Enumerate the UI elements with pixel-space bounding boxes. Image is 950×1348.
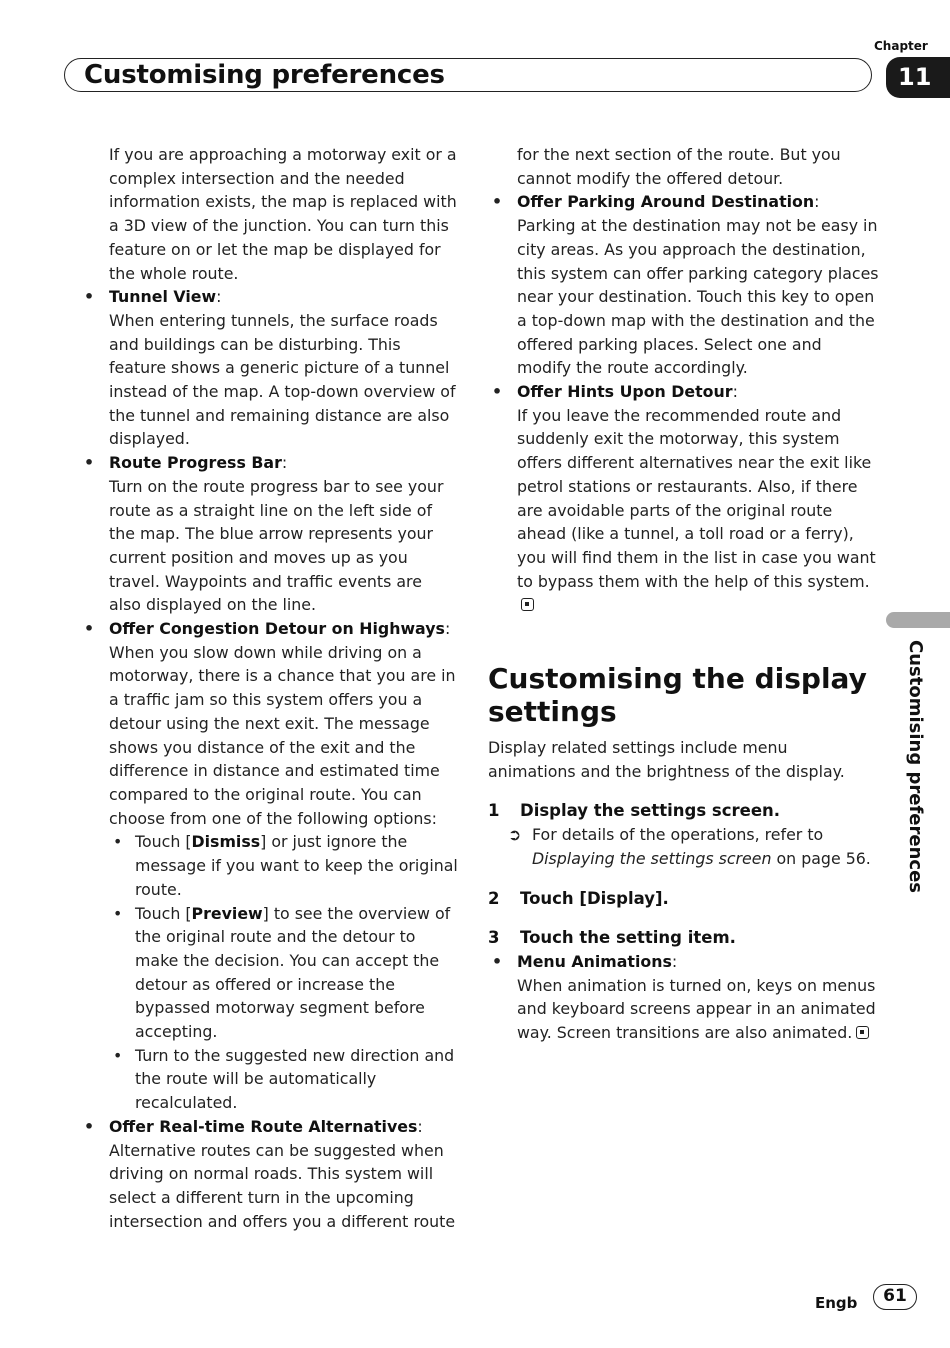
step-text: Display the settings screen. [520, 801, 781, 821]
key-dismiss: Dismiss [191, 832, 261, 852]
step-text: Touch the setting item. [520, 928, 736, 948]
page-number: 61 [873, 1284, 917, 1310]
bullet-icon: • [84, 287, 95, 307]
step-2 [488, 887, 880, 911]
term-parking: Offer Parking Around Destination [517, 192, 815, 212]
list-item-route-progress-bar: • Route Progress Bar: Turn on the route progress bar to see your route as a straight line on the left side of the map. The blue arrow represents your current position and moves up as you travel. Waypoints and traffic events are also displayed on the line. [84, 453, 444, 615]
bullet-icon: • [84, 1116, 95, 1136]
list-item-hints: • Offer Hints Upon Detour: If you leave the recommended route and suddenly exit the motorway, this system offers different alternatives near the exit like petrol stations or restaurants. Also, if there are avoidable parts of the original route ahead (like a tunnel, a toll road or a ferry), you will find them in the list in case you want to bypass them with the help of this system. [488, 380, 880, 617]
section-heading: Customising the display settings [488, 662, 867, 729]
arrow-right-icon: ➲ [508, 825, 522, 845]
term-realtime-alternatives: Offer Real-time Route Alternatives [109, 1116, 418, 1136]
term-hints: Offer Hints Upon Detour [517, 382, 733, 402]
side-section-label: Customising preferences [905, 640, 926, 893]
step-number: 2 [488, 888, 500, 908]
list-item-congestion-detour: • Offer Congestion Detour on Highways: When you slow down while driving on a motorway, there is a chance that you are in a traffic jam so this system offers you a detour using the next exit. The message shows you distance of the exit and the difference in distance and estimated time compared to the original route. You can choose from one of the following options: [84, 619, 456, 828]
term-menu-animations: Menu Animations [517, 951, 672, 971]
desc-parking: Parking at the destination may not be easy in city areas. As you approach the destination, this system can offer parking category places near your destination. Touch this key to open a top-down map with the destination and the offered parking places. Select one and modify the route accordingly. [517, 216, 879, 378]
step-number: 1 [488, 801, 500, 821]
bullet-icon: • [492, 382, 503, 402]
key-preview: Preview [191, 903, 263, 923]
bullet-icon: • [492, 951, 503, 971]
term-tunnel-view: Tunnel View [109, 287, 217, 307]
sub-bullet-icon: • [113, 903, 123, 923]
option-turn: • Turn to the suggested new direction and the route will be automatically recalculated. [113, 1045, 455, 1113]
intro-paragraph: If you are approaching a motorway exit or a complex intersection and the needed information exists, the map is replaced with a 3D view of the junction. You can turn this feature on or let the map be displayed for the whole route. [109, 145, 457, 283]
desc-congestion-detour: When you slow down while driving on a motorway, there is a chance that you are in a traffic jam so this system offers you a detour using the next exit. The message shows you distance of the exit and the difference in distance and estimated time compared to the original route. You can choose from one of the following options: [109, 642, 456, 828]
list-item-realtime-alternatives: • Offer Real-time Route Alternatives: Alternative routes can be suggested when driving on normal roads. This system will select a different turn in the upcoming intersection and offers you a different route [84, 1116, 456, 1231]
step-1 [488, 799, 880, 823]
right-column [488, 143, 880, 1045]
desc-menu-animations: When animation is turned on, keys on menus and keyboard screens appear in an animated way. Screen transitions are also animated. [517, 975, 876, 1043]
end-mark-icon [521, 598, 534, 611]
cross-reference-link: Displaying the settings screen [532, 848, 772, 868]
list-item-tunnel-view: • Tunnel View: When entering tunnels, the surface roads and buildings can be disturbing. This feature shows a generic picture of a tunnel instead of the map. A top-down overview of the tunnel and remaining distance are also displayed. [84, 287, 456, 449]
end-mark-icon [856, 1026, 869, 1039]
sub-bullet-icon: • [113, 1045, 123, 1065]
side-tab-marker [886, 612, 950, 628]
continued-paragraph: for the next section of the route. But you cannot modify the offered detour. [517, 145, 841, 188]
chapter-number-tab: 11 [886, 57, 950, 98]
step-1-note: ➲ For details of the operations, refer to Displaying the settings screen on page 56. [508, 825, 871, 868]
bullet-icon: • [84, 619, 95, 639]
step-3 [488, 926, 880, 950]
list-item-menu-animations: • Menu Animations: When animation is turned on, keys on menus and keyboard screens appear in an animated way. Screen transitions are also animated. [492, 951, 876, 1043]
bullet-icon: • [492, 192, 503, 212]
term-route-progress-bar: Route Progress Bar [109, 453, 282, 473]
option-preview: • Touch [Preview] to see the overview of the original route and the detour to make the decision. You can accept the detour as offered or increase the bypassed motorway segment before accepting. [113, 903, 451, 1042]
step-text: Touch [Display]. [520, 888, 669, 908]
section-intro: Display related settings include menu animations and the brightness of the display. [488, 738, 845, 781]
step-number: 3 [488, 928, 500, 948]
desc-realtime-alternatives: Alternative routes can be suggested when driving on normal roads. This system will select a different turn in the upcoming intersection and offers you a different route [109, 1140, 456, 1231]
desc-tunnel-view: When entering tunnels, the surface roads and buildings can be disturbing. This feature shows a generic picture of a tunnel instead of the map. A top-down overview of the tunnel and remaining distance are also displayed. [109, 310, 456, 449]
language-code: Engb [815, 1294, 858, 1312]
sub-bullet-icon: • [113, 832, 123, 852]
bullet-icon: • [84, 453, 95, 473]
left-column [80, 143, 458, 1233]
term-congestion-detour: Offer Congestion Detour on Highways [109, 619, 445, 639]
desc-hints: If you leave the recommended route and suddenly exit the motorway, this system offers different alternatives near the exit like petrol stations or restaurants. Also, if there are avoidable parts of the original route ahead (like a tunnel, a toll road or a ferry), you will find them in the list in case you want to bypass them with the help of this system. [517, 405, 876, 591]
chapter-label: Chapter [874, 39, 928, 53]
list-item-parking: • Offer Parking Around Destination: Parking at the destination may not be easy in city areas. As you approach the destination, this system can offer parking category places near your destination. Touch this key to open a top-down map with the destination and the offered parking places. Select one and modify the route accordingly. [492, 192, 879, 378]
page-title: Customising preferences [84, 60, 445, 90]
option-dismiss: • Touch [Dismiss] or just ignore the message if you want to keep the original route. [113, 832, 458, 899]
desc-route-progress-bar: Turn on the route progress bar to see your route as a straight line on the left side of the map. The blue arrow represents your current position and moves up as you travel. Waypoints and traffic events are also displayed on the line. [109, 476, 444, 615]
